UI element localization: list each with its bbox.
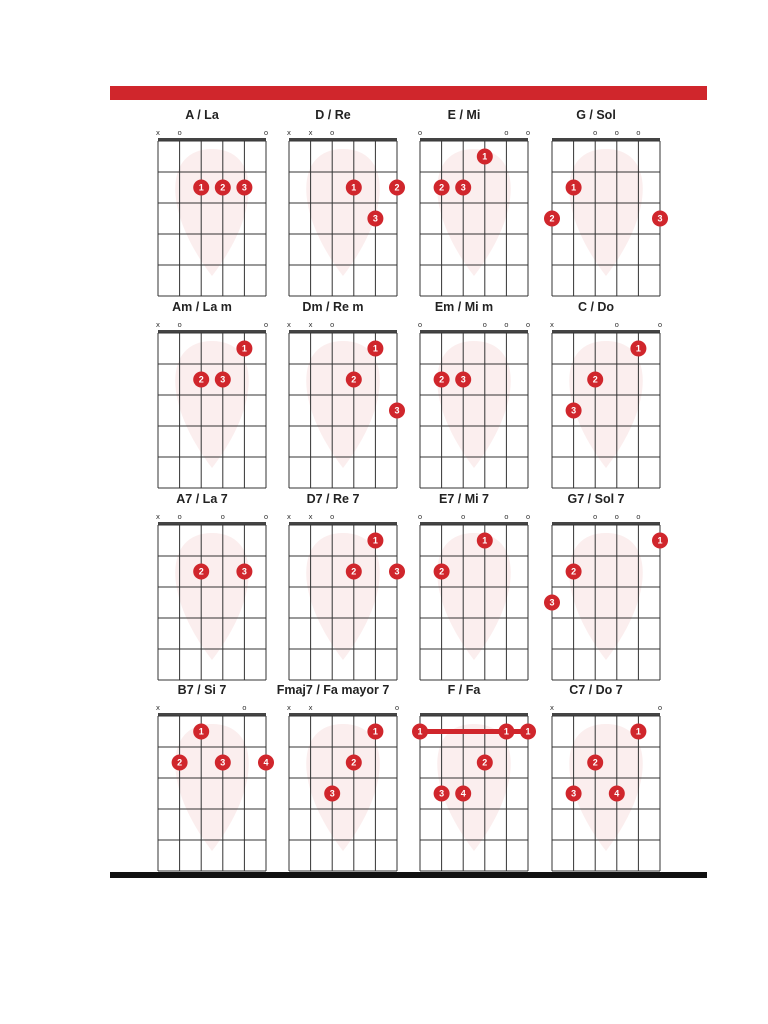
open-string-marker: o bbox=[482, 321, 487, 329]
finger-dot bbox=[367, 533, 383, 549]
finger-number: 1 bbox=[482, 151, 488, 162]
finger-dot bbox=[477, 755, 493, 771]
finger-number: 1 bbox=[372, 343, 378, 354]
fretboard bbox=[531, 314, 661, 484]
pick-watermark bbox=[175, 724, 249, 851]
finger-dot bbox=[346, 755, 362, 771]
finger-dot bbox=[587, 755, 603, 771]
finger-number: 1 bbox=[198, 726, 204, 737]
finger-number: 3 bbox=[329, 788, 335, 799]
chord-name: Fmaj7 / Fa mayor 7 bbox=[276, 683, 390, 697]
finger-number: 1 bbox=[571, 182, 577, 193]
finger-number: 1 bbox=[198, 182, 204, 193]
chord-name: A7 / La 7 bbox=[176, 492, 228, 506]
chord-diagram bbox=[531, 683, 661, 863]
chord-diagram bbox=[268, 300, 398, 480]
finger-number: 1 bbox=[241, 343, 247, 354]
finger-number: 2 bbox=[351, 757, 357, 768]
pick-watermark bbox=[437, 533, 511, 660]
muted-string-marker: x bbox=[286, 321, 292, 329]
muted-string-marker: x bbox=[549, 704, 555, 712]
finger-number: 2 bbox=[394, 182, 400, 193]
finger-dot bbox=[434, 180, 450, 196]
pick-watermark bbox=[437, 724, 511, 851]
chord-diagram bbox=[531, 300, 661, 480]
pick-watermark bbox=[175, 533, 249, 660]
open-string-marker: o bbox=[263, 321, 269, 329]
finger-dot bbox=[652, 533, 668, 549]
muted-string-marker: x bbox=[155, 704, 161, 712]
pick-watermark bbox=[306, 149, 380, 276]
muted-string-marker: x bbox=[308, 704, 313, 712]
fretboard bbox=[137, 697, 267, 867]
finger-dot bbox=[193, 372, 209, 388]
open-string-marker: o bbox=[636, 129, 641, 137]
finger-number: 3 bbox=[220, 374, 226, 385]
finger-number: 3 bbox=[657, 213, 663, 224]
finger-number: 1 bbox=[525, 726, 531, 737]
finger-number: 4 bbox=[263, 757, 269, 768]
finger-dot bbox=[630, 724, 646, 740]
finger-dot bbox=[193, 724, 209, 740]
chord-diagram bbox=[531, 108, 661, 288]
open-string-marker: o bbox=[177, 129, 182, 137]
chord-name: Am / La m bbox=[172, 300, 232, 314]
finger-dot bbox=[544, 211, 560, 227]
fretboard bbox=[137, 122, 267, 292]
finger-dot bbox=[236, 341, 252, 357]
finger-dot bbox=[346, 180, 362, 196]
chord-name: E7 / Mi 7 bbox=[438, 492, 490, 506]
open-string-marker: o bbox=[525, 321, 531, 329]
finger-number: 1 bbox=[351, 182, 357, 193]
open-string-marker: o bbox=[461, 513, 466, 521]
chord-diagram bbox=[399, 683, 529, 863]
finger-number: 3 bbox=[549, 597, 555, 608]
fretboard bbox=[268, 697, 398, 867]
finger-dot bbox=[455, 786, 471, 802]
fretboard bbox=[137, 314, 267, 484]
chord-name: F / Fa bbox=[447, 683, 481, 697]
bottom-bar bbox=[110, 872, 707, 878]
open-string-marker: o bbox=[330, 129, 335, 137]
muted-string-marker: x bbox=[155, 321, 161, 329]
fretboard bbox=[399, 122, 529, 292]
chord-diagram bbox=[268, 108, 398, 288]
finger-number: 3 bbox=[372, 213, 378, 224]
muted-string-marker: x bbox=[286, 129, 292, 137]
open-string-marker: o bbox=[504, 321, 509, 329]
open-string-marker: o bbox=[504, 129, 509, 137]
pick-watermark bbox=[569, 533, 643, 660]
top-accent-bar bbox=[110, 86, 707, 100]
open-string-marker: o bbox=[417, 321, 423, 329]
chord-name: A / La bbox=[185, 108, 219, 122]
finger-number: 2 bbox=[351, 566, 357, 577]
finger-dot bbox=[412, 724, 428, 740]
finger-dot bbox=[367, 341, 383, 357]
open-string-marker: o bbox=[242, 704, 247, 712]
open-string-marker: o bbox=[593, 513, 598, 521]
finger-number: 2 bbox=[351, 374, 357, 385]
finger-number: 2 bbox=[592, 374, 598, 385]
open-string-marker: o bbox=[220, 513, 225, 521]
finger-number: 2 bbox=[592, 757, 598, 768]
finger-dot bbox=[652, 211, 668, 227]
chord-diagram bbox=[531, 492, 661, 672]
finger-number: 3 bbox=[460, 182, 466, 193]
finger-number: 3 bbox=[241, 182, 247, 193]
chord-name: Dm / Re m bbox=[302, 300, 364, 314]
pick-watermark bbox=[306, 533, 380, 660]
finger-dot bbox=[434, 564, 450, 580]
finger-dot bbox=[544, 595, 560, 611]
finger-dot bbox=[367, 724, 383, 740]
finger-number: 1 bbox=[503, 726, 509, 737]
finger-dot bbox=[630, 341, 646, 357]
open-string-marker: o bbox=[593, 129, 598, 137]
fretboard bbox=[137, 506, 267, 676]
finger-number: 4 bbox=[614, 788, 620, 799]
chord-diagram bbox=[268, 683, 398, 863]
finger-number: 3 bbox=[220, 757, 226, 768]
fretboard bbox=[268, 314, 398, 484]
finger-number: 3 bbox=[571, 788, 577, 799]
muted-string-marker: x bbox=[155, 129, 161, 137]
chord-name: G7 / Sol 7 bbox=[567, 492, 625, 506]
muted-string-marker: x bbox=[308, 321, 313, 329]
chord-name: E / Mi bbox=[447, 108, 481, 122]
finger-dot bbox=[609, 786, 625, 802]
open-string-marker: o bbox=[657, 321, 663, 329]
chord-diagram bbox=[137, 108, 267, 288]
finger-number: 3 bbox=[394, 405, 400, 416]
open-string-marker: o bbox=[263, 513, 269, 521]
pick-watermark bbox=[569, 341, 643, 468]
fretboard bbox=[399, 506, 529, 676]
open-string-marker: o bbox=[636, 513, 641, 521]
finger-dot bbox=[193, 564, 209, 580]
fretboard bbox=[399, 314, 529, 484]
muted-string-marker: x bbox=[308, 513, 313, 521]
finger-number: 1 bbox=[635, 343, 641, 354]
finger-dot bbox=[236, 180, 252, 196]
chord-diagram bbox=[399, 300, 529, 480]
finger-dot bbox=[455, 372, 471, 388]
chord-diagram bbox=[137, 683, 267, 863]
finger-dot bbox=[566, 564, 582, 580]
finger-dot bbox=[587, 372, 603, 388]
finger-dot bbox=[477, 533, 493, 549]
finger-number: 2 bbox=[549, 213, 555, 224]
open-string-marker: o bbox=[525, 513, 531, 521]
finger-number: 2 bbox=[439, 182, 445, 193]
pick-watermark bbox=[437, 149, 511, 276]
finger-number: 3 bbox=[460, 374, 466, 385]
chord-diagram bbox=[399, 492, 529, 672]
pick-watermark bbox=[306, 341, 380, 468]
finger-number: 1 bbox=[372, 535, 378, 546]
finger-dot bbox=[324, 786, 340, 802]
finger-number: 3 bbox=[241, 566, 247, 577]
finger-number: 2 bbox=[482, 757, 488, 768]
muted-string-marker: x bbox=[286, 704, 292, 712]
finger-dot bbox=[566, 403, 582, 419]
finger-number: 2 bbox=[198, 374, 204, 385]
chord-name: C / Do bbox=[577, 300, 615, 314]
pick-watermark bbox=[175, 341, 249, 468]
open-string-marker: o bbox=[614, 321, 619, 329]
open-string-marker: o bbox=[657, 704, 663, 712]
finger-number: 2 bbox=[439, 374, 445, 385]
finger-number: 3 bbox=[439, 788, 445, 799]
finger-dot bbox=[498, 724, 514, 740]
finger-dot bbox=[346, 564, 362, 580]
open-string-marker: o bbox=[614, 513, 619, 521]
pick-watermark bbox=[569, 724, 643, 851]
finger-dot bbox=[215, 180, 231, 196]
finger-dot bbox=[172, 755, 188, 771]
finger-number: 1 bbox=[372, 726, 378, 737]
chord-diagram bbox=[399, 108, 529, 288]
muted-string-marker: x bbox=[155, 513, 161, 521]
finger-dot bbox=[434, 786, 450, 802]
pick-watermark bbox=[306, 724, 380, 851]
finger-number: 1 bbox=[635, 726, 641, 737]
open-string-marker: o bbox=[525, 129, 531, 137]
finger-number: 2 bbox=[439, 566, 445, 577]
chord-name: D7 / Re 7 bbox=[306, 492, 360, 506]
chord-diagram bbox=[137, 300, 267, 480]
open-string-marker: o bbox=[177, 513, 182, 521]
finger-dot bbox=[346, 372, 362, 388]
fretboard bbox=[531, 122, 661, 292]
finger-dot bbox=[215, 755, 231, 771]
fretboard bbox=[268, 122, 398, 292]
finger-dot bbox=[455, 180, 471, 196]
open-string-marker: o bbox=[504, 513, 509, 521]
pick-watermark bbox=[437, 341, 511, 468]
finger-dot bbox=[566, 180, 582, 196]
finger-dot bbox=[367, 211, 383, 227]
chord-name: G / Sol bbox=[576, 108, 616, 122]
finger-number: 2 bbox=[571, 566, 577, 577]
open-string-marker: o bbox=[330, 513, 335, 521]
finger-number: 2 bbox=[177, 757, 183, 768]
finger-dot bbox=[236, 564, 252, 580]
pick-watermark bbox=[175, 149, 249, 276]
chord-name: B7 / Si 7 bbox=[177, 683, 227, 697]
fretboard bbox=[268, 506, 398, 676]
chord-name: Em / Mi m bbox=[434, 300, 494, 314]
open-string-marker: o bbox=[614, 129, 619, 137]
chord-diagram bbox=[137, 492, 267, 672]
finger-dot bbox=[434, 372, 450, 388]
open-string-marker: o bbox=[330, 321, 335, 329]
finger-number: 1 bbox=[657, 535, 663, 546]
finger-dot bbox=[193, 180, 209, 196]
open-string-marker: o bbox=[177, 321, 182, 329]
muted-string-marker: x bbox=[308, 129, 313, 137]
finger-dot bbox=[477, 149, 493, 165]
open-string-marker: o bbox=[417, 129, 423, 137]
fretboard bbox=[531, 506, 661, 676]
fretboard bbox=[531, 697, 661, 867]
pick-watermark bbox=[569, 149, 643, 276]
chord-name: D / Re bbox=[315, 108, 351, 122]
finger-number: 2 bbox=[220, 182, 226, 193]
finger-number: 4 bbox=[460, 788, 466, 799]
finger-dot bbox=[566, 786, 582, 802]
finger-number: 1 bbox=[417, 726, 423, 737]
finger-dot bbox=[215, 372, 231, 388]
finger-number: 3 bbox=[571, 405, 577, 416]
chord-diagram bbox=[268, 492, 398, 672]
open-string-marker: o bbox=[417, 513, 423, 521]
finger-number: 2 bbox=[198, 566, 204, 577]
muted-string-marker: x bbox=[286, 513, 292, 521]
finger-number: 1 bbox=[482, 535, 488, 546]
finger-number: 3 bbox=[394, 566, 400, 577]
muted-string-marker: x bbox=[549, 321, 555, 329]
open-string-marker: o bbox=[394, 704, 400, 712]
fretboard bbox=[399, 697, 529, 867]
chord-name: C7 / Do 7 bbox=[569, 683, 623, 697]
open-string-marker: o bbox=[263, 129, 269, 137]
